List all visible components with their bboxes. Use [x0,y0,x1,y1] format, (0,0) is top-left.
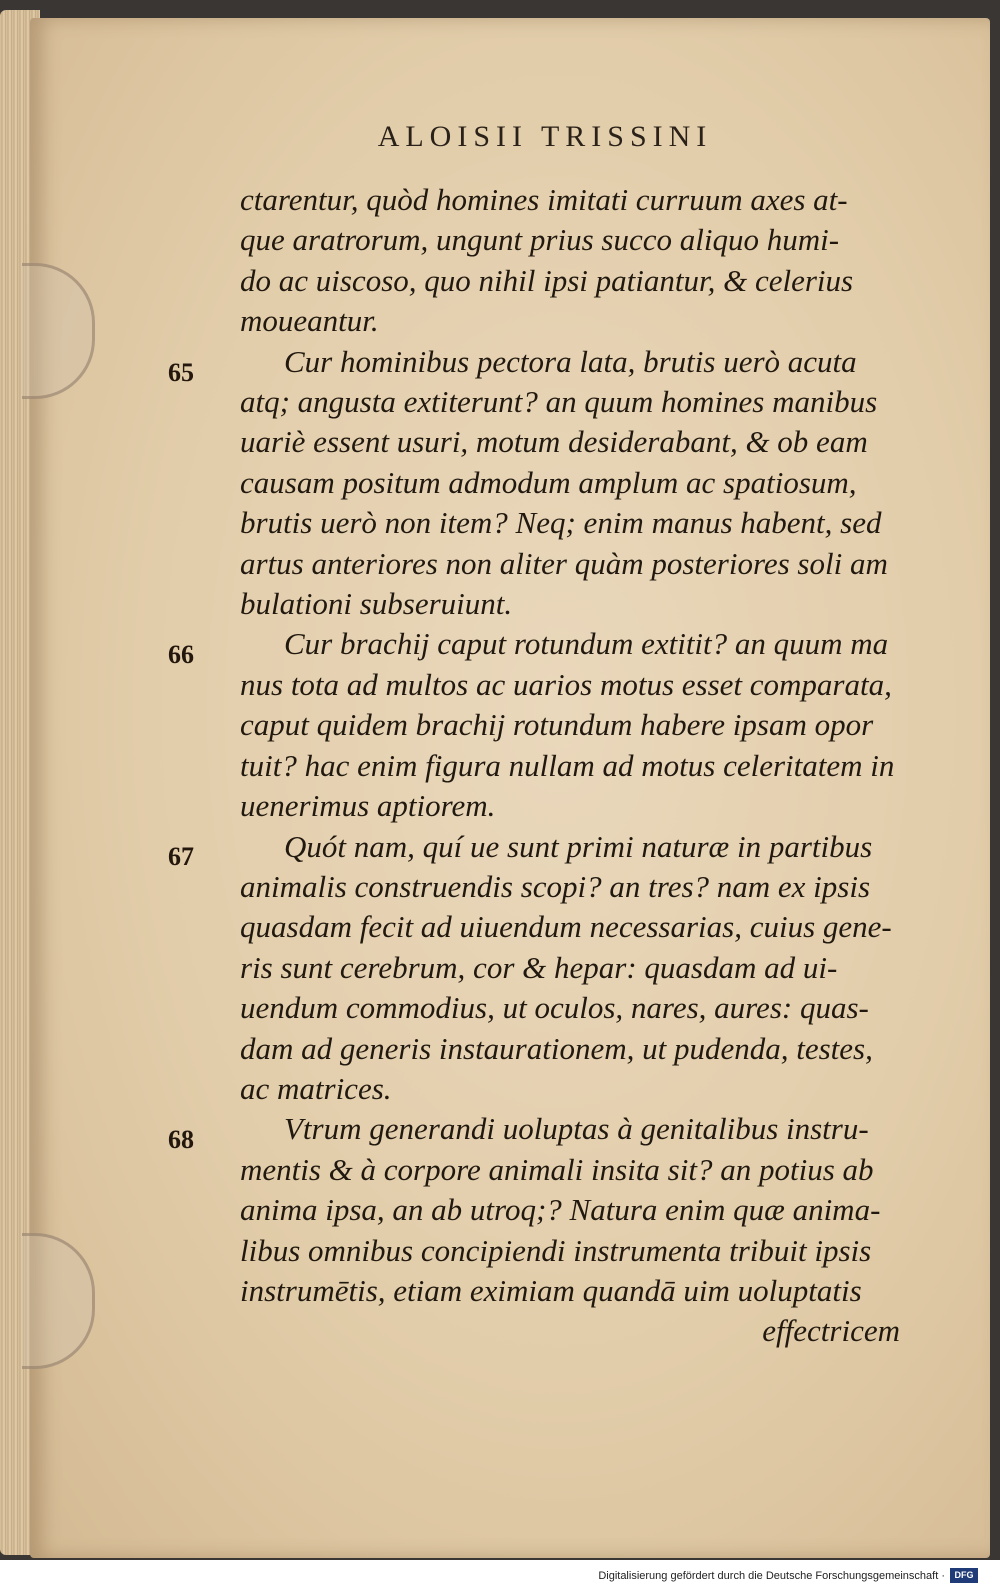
catchword: effectricem [762,1313,900,1349]
footer-bar [0,1562,1000,1594]
text-line: Cur brachij caput rotundum extitit? an quum ma [284,626,889,662]
text-line: atq; angusta extiterunt? an quum homines manibus [240,384,878,420]
text-line: que aratrorum, ungunt prius succo aliquo humi- [240,222,840,258]
dfg-logo: DFG [950,1568,978,1583]
text-line: Vtrum generandi uoluptas à genitalibus instru- [284,1111,869,1147]
page-clip-bottom [22,1233,95,1369]
paragraph [240,624,900,826]
text-line: causam positum admodum amplum ac spatiosum, [240,464,857,500]
text-line: tuit? hac enim figura nullam ad motus celeritatem in [240,747,895,783]
text-line: ac matrices. [240,1070,392,1106]
margin-number: 65 [168,358,194,387]
paragraph [240,342,900,625]
text-line: bulationi subseruiunt. [240,586,513,622]
text-line: mentis & à corpore animali insita sit? an potius ab [240,1151,874,1187]
body-text [240,180,900,1352]
paragraph [240,1109,900,1351]
text-line: uariè essent usuri, motum desiderabant, & ob eam [240,424,868,460]
footer-credit: Digitalisierung gefördert durch die Deutsche Forschungsgemeinschaft · [598,1570,945,1582]
text-line: brutis uerò non item? Neq; enim manus habent, sed [240,505,882,541]
running-head: ALOISII TRISSINI [377,120,713,153]
text-line: Cur hominibus pectora lata, brutis uerò acuta [284,343,857,379]
text-line: dam ad generis instaurationem, ut pudenda, testes, [240,1030,873,1066]
margin-number: 68 [168,1125,194,1154]
text-line: ris sunt cerebrum, cor & hepar: quasdam ad ui- [240,949,838,985]
text-line: nus tota ad multos ac uarios motus esset comparata, [240,666,892,702]
text-line: animalis construendis scopi? an tres? nam ex ipsis [240,868,871,904]
text-line: anima ipsa, an ab utroq;? Natura enim quæ anima- [240,1192,881,1228]
page-clip-top [22,263,95,399]
text-line: do ac uiscoso, quo nihil ipsi patiantur, & celerius [240,262,854,298]
text-line: ctarentur, quòd homines imitati curruum axes at- [240,182,848,217]
text-line: uendum commodius, ut oculos, nares, aures: quas- [240,990,869,1026]
margin-number: 66 [168,640,194,669]
text-line: Quót nam, quí ue sunt primi naturæ in partibus [284,828,873,864]
paragraph [240,827,900,1110]
text-line: instrumētis, etiam eximiam quandā uim uoluptatis [240,1272,862,1308]
text-line: uenerimus aptiorem. [240,788,496,824]
text-line: moueantur. [240,303,379,339]
text-line: artus anteriores non aliter quàm posteriores soli am [240,545,888,581]
text-line: libus omnibus concipiendi instrumenta tribuit ipsis [240,1232,872,1268]
text-line: quasdam fecit ad uiuendum necessarias, cuius gene- [240,909,892,945]
margin-number: 67 [168,842,194,871]
paragraph [240,180,900,342]
text-line: caput quidem brachij rotundum habere ipsam opor [240,707,874,743]
